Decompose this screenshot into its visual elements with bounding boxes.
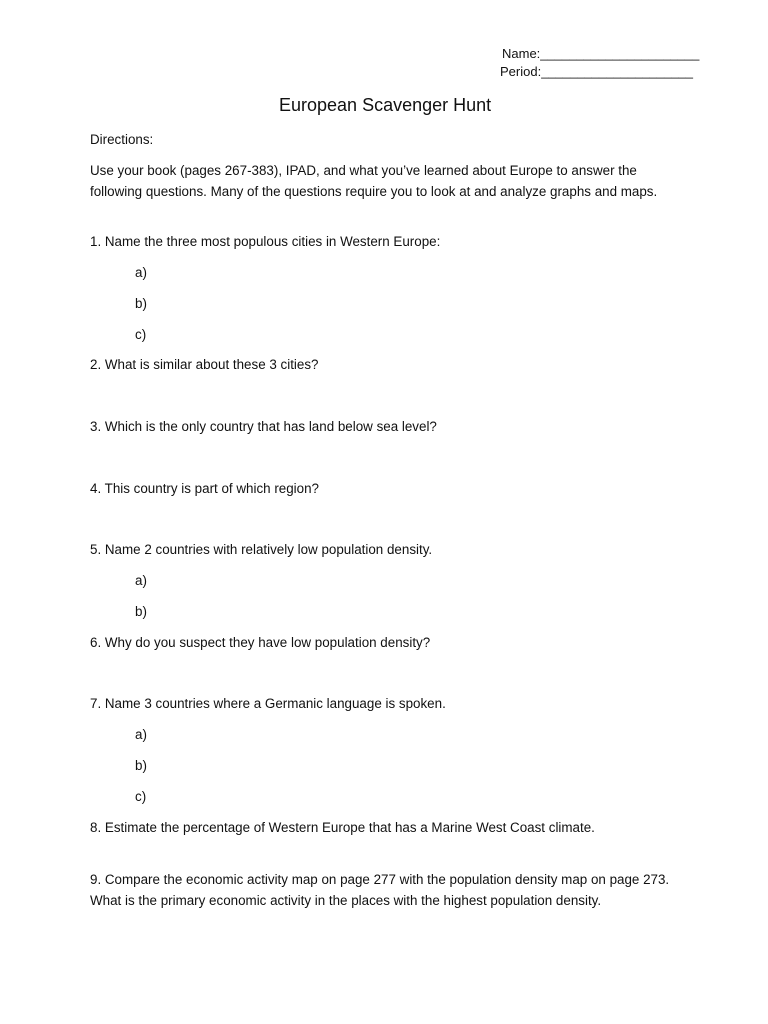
question-5: 5. Name 2 countries with relatively low population density. <box>90 542 433 557</box>
question-4: 4. This country is part of which region? <box>90 481 319 496</box>
question-1-option-a: a) <box>135 265 147 280</box>
question-7-option-b: b) <box>135 758 147 773</box>
question-3: 3. Which is the only country that has land below sea level? <box>90 419 437 434</box>
question-1-option-c: c) <box>135 327 147 342</box>
name-line: Name:______________________ <box>502 46 700 61</box>
question-9: 9. Compare the economic activity map on page 277 with the population density map on page 273. What is the primary economic activity in the places with the highest population density. <box>90 872 670 908</box>
question-8: 8. Estimate the percentage of Western Europe that has a Marine West Coast climate. <box>90 820 595 835</box>
question-2: 2. What is similar about these 3 cities? <box>90 357 319 372</box>
question-1: 1. Name the three most populous cities in Western Europe: <box>90 234 441 249</box>
question-7-option-a: a) <box>135 727 147 742</box>
question-7-option-c: c) <box>135 789 147 804</box>
page-title: European Scavenger Hunt <box>279 95 492 115</box>
question-6: 6. Why do you suspect they have low population density? <box>90 635 431 650</box>
question-7: 7. Name 3 countries where a Germanic language is spoken. <box>90 696 446 711</box>
period-line: Period:_____________________ <box>500 64 694 79</box>
question-5-option-a: a) <box>135 573 147 588</box>
question-1-option-b: b) <box>135 296 147 311</box>
question-5-option-b: b) <box>135 604 147 619</box>
directions-text: Use your book (pages 267-383), IPAD, and what you’ve learned about Europe to answer the following questions. Many of the questions require you to look at and analyze graphs and maps. <box>90 163 658 199</box>
directions-label: Directions: <box>90 132 154 147</box>
